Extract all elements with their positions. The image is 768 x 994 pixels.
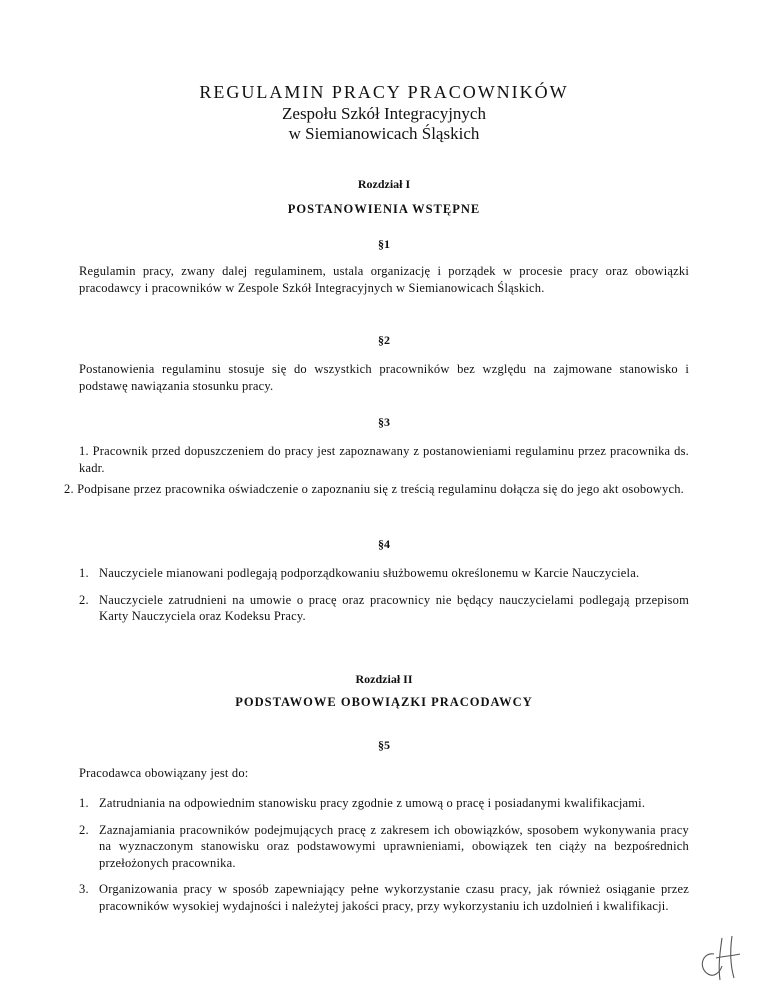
section3-mark: §3 [378, 415, 390, 429]
section5-list [79, 795, 689, 924]
section3-paragraph2: 2. Podpisane przez pracownika oświadczenie o zapoznaniu się z treścią regulaminu dołącza się do jego akt osobowych. [64, 482, 685, 496]
chapter2-label: Rozdział II [355, 672, 413, 686]
list-item-text: Nauczyciele zatrudnieni na umowie o pracę oraz pracownicy nie będący nauczycielami podlegają przepisom Karty Nauczyciela oraz Kodeksu Pracy. [99, 592, 689, 623]
section3-paragraph1: 1. Pracownik przed dopuszczeniem do pracy jest zapoznawany z postanowieniami regulaminu przez pracownika ds. kadr. [79, 444, 689, 475]
document-subtitle-line2: w Siemianowicach Śląskich [288, 124, 480, 143]
list-item [79, 795, 689, 812]
section5-mark: §5 [378, 738, 390, 752]
list-item [79, 881, 689, 914]
list-item-number: 1. [79, 796, 89, 810]
list-item-number: 3. [79, 882, 89, 896]
list-item-text: Organizowania pracy w sposób zapewniający pełne wykorzystanie czasu pracy, jak również osiąganie przez pracowników wysokiej wydajności i należytej jakości pracy, przy wykorzystaniu ich uzdolnień i kwalifikacji. [99, 882, 689, 913]
section2-mark: §2 [378, 333, 390, 347]
list-item [79, 565, 689, 582]
chapter1-label: Rozdział I [357, 177, 411, 191]
list-item-text: Zatrudniania na odpowiednim stanowisku pracy zgodnie z umową o pracę i posiadanymi kwalifikacjami. [99, 796, 646, 810]
document-title: REGULAMIN PRACY PRACOWNIKÓW [199, 82, 569, 102]
list-item-number: 2. [79, 592, 89, 607]
document-subtitle-line1: Zespołu Szkół Integracyjnych [282, 104, 486, 123]
section4-list [79, 565, 689, 635]
handwritten-initials-signature [692, 934, 748, 984]
section1-text: Regulamin pracy, zwany dalej regulaminem, ustala organizację i porządek w procesie pracy oraz obowiązki pracodawcy i pracowników w Zespole Szkół Integracyjnych w Siemianowicach Śląskich. [79, 264, 689, 295]
list-item-number: 2. [79, 822, 89, 837]
list-item [79, 592, 689, 625]
section4-mark: §4 [378, 537, 390, 551]
chapter2-heading: PODSTAWOWE OBOWIĄZKI PRACODAWCY [235, 695, 533, 709]
list-item-text: Zaznajamiania pracowników podejmujących pracę z zakresem ich obowiązków, sposobem wykonywania pracy na wyznaczonym stanowisku oraz podstawowymi uprawnieniami, obowiązek ten ciąży na bezpośrednich przełożonych pracownika. [99, 822, 689, 870]
section5-intro: Pracodawca obowiązany jest do: [79, 766, 249, 780]
list-item-number: 1. [79, 566, 89, 580]
section2-text: Postanowienia regulaminu stosuje się do wszystkich pracowników bez względu na zajmowane stanowisko i podstawę nawiązania stosunku pracy. [79, 362, 689, 393]
list-item [79, 822, 689, 872]
section1-mark: §1 [378, 237, 390, 251]
chapter1-heading: POSTANOWIENIA WSTĘPNE [287, 202, 481, 216]
list-item-text: Nauczyciele mianowani podlegają podporządkowaniu służbowemu określonemu w Karcie Nauczyciela. [99, 566, 640, 580]
